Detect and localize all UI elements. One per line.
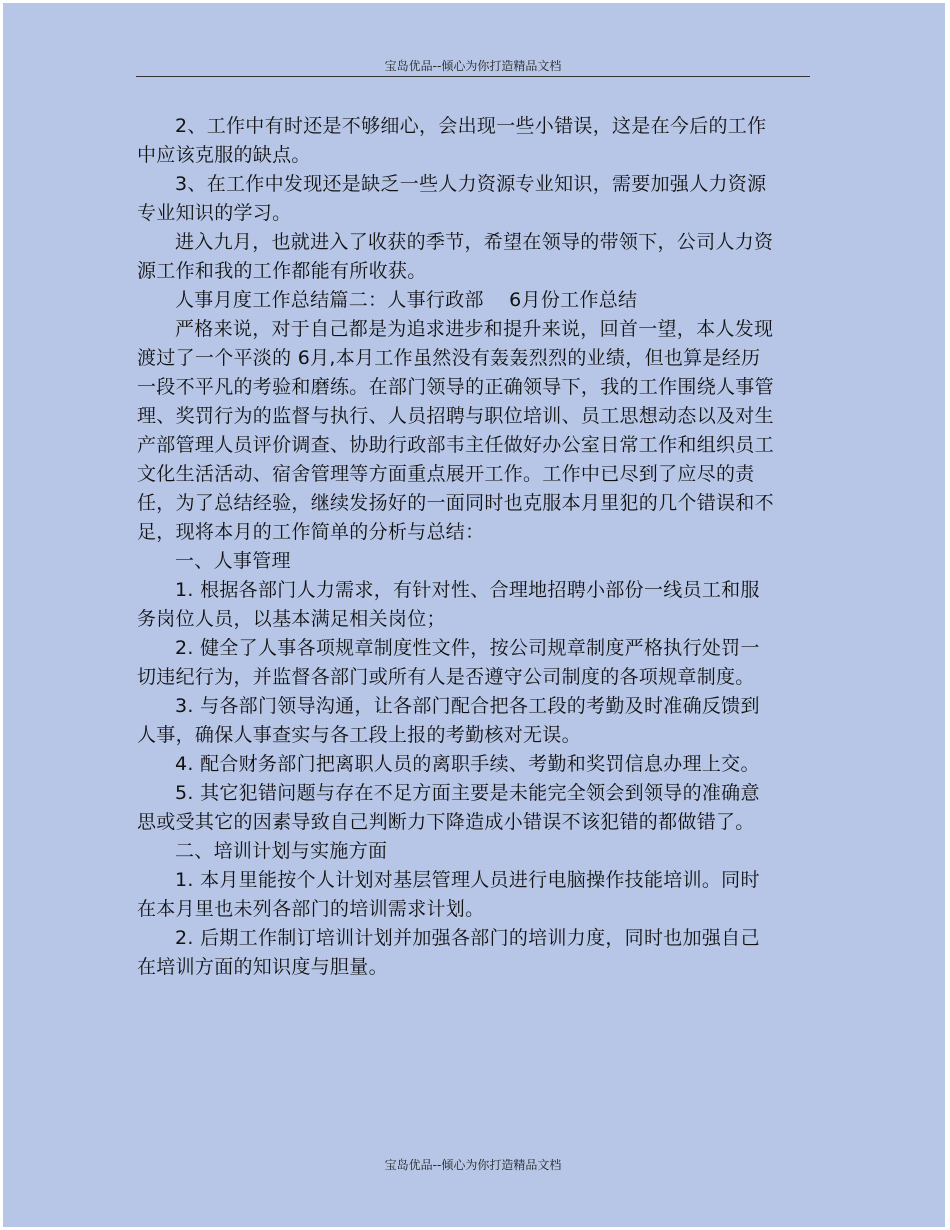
list-item: 2. 健全了人事各项规章制度性文件，按公司规章制度严格执行处罚一切违纪行为，并监督各部门或所有人是否遵守公司制度的各项规章制度。 [137, 637, 760, 688]
page-header: 宝岛优品--倾心为你打造精品文档 [384, 59, 562, 73]
section-heading: 二、培训计划与实施方面 [175, 840, 388, 862]
header-divider [136, 76, 810, 77]
paragraph: 严格来说，对于自己都是为追求进步和提升来说，回首一望，本人发现渡过了一个平淡的 6月,本月工作虽然没有轰轰烈烈的业绩，但也算是经历一段不平凡的考验和磨练。在部门领导的正确领导下，我的工作围绕人事管理、奖罚行为的监督与执行、人员招聘与职位培训、员工思想动态以及对生产部管理人员评价调查、协助行政部韦主任做好办公室日常工作和组织员工文化生活活动、宿舍管理等方面重点展开工作。工作中已尽到了应尽的责任，为了总结经验，继续发扬好的一面同时也克服本月里犯的几个错误和不足，现将本月的工作简单的分析与总结： [137, 318, 774, 543]
paragraph: 3、在工作中发现还是缺乏一些人力资源专业知识，需要加强人力资源专业知识的学习。 [137, 173, 767, 224]
list-item: 1. 根据各部门人力需求，有针对性、合理地招聘小部份一线员工和服务岗位人员，以基本满足相关岗位； [137, 579, 760, 630]
list-item: 1. 本月里能按个人计划对基层管理人员进行电脑操作技能培训。同时在本月里也未列各部门的培训需求计划。 [137, 869, 760, 920]
paragraph: 进入九月，也就进入了收获的季节，希望在领导的带领下，公司人力资源工作和我的工作都能有所收获。 [137, 231, 774, 282]
list-item: 2. 后期工作制订培训计划并加强各部门的培训力度，同时也加强自己在培训方面的知识度与胆量。 [137, 927, 760, 978]
list-item: 5. 其它犯错问题与存在不足方面主要是未能完全领会到领导的准确意思或受其它的因素导致自己判断力下降造成小错误不该犯错的都做错了。 [137, 782, 760, 833]
section-title: 人事月度工作总结篇二：人事行政部 6月份工作总结 [175, 289, 638, 311]
page-footer: 宝岛优品--倾心为你打造精品文档 [384, 1158, 562, 1172]
document-body [137, 112, 777, 982]
section-heading: 一、人事管理 [175, 550, 291, 572]
paragraph: 2、工作中有时还是不够细心，会出现一些小错误，这是在今后的工作中应该克服的缺点。 [137, 115, 767, 166]
list-item: 4. 配合财务部门把离职人员的离职手续、考勤和奖罚信息办理上交。 [175, 753, 760, 775]
list-item: 3. 与各部门领导沟通，让各部门配合把各工段的考勤及时准确反馈到人事，确保人事查实与各工段上报的考勤核对无误。 [137, 695, 760, 746]
